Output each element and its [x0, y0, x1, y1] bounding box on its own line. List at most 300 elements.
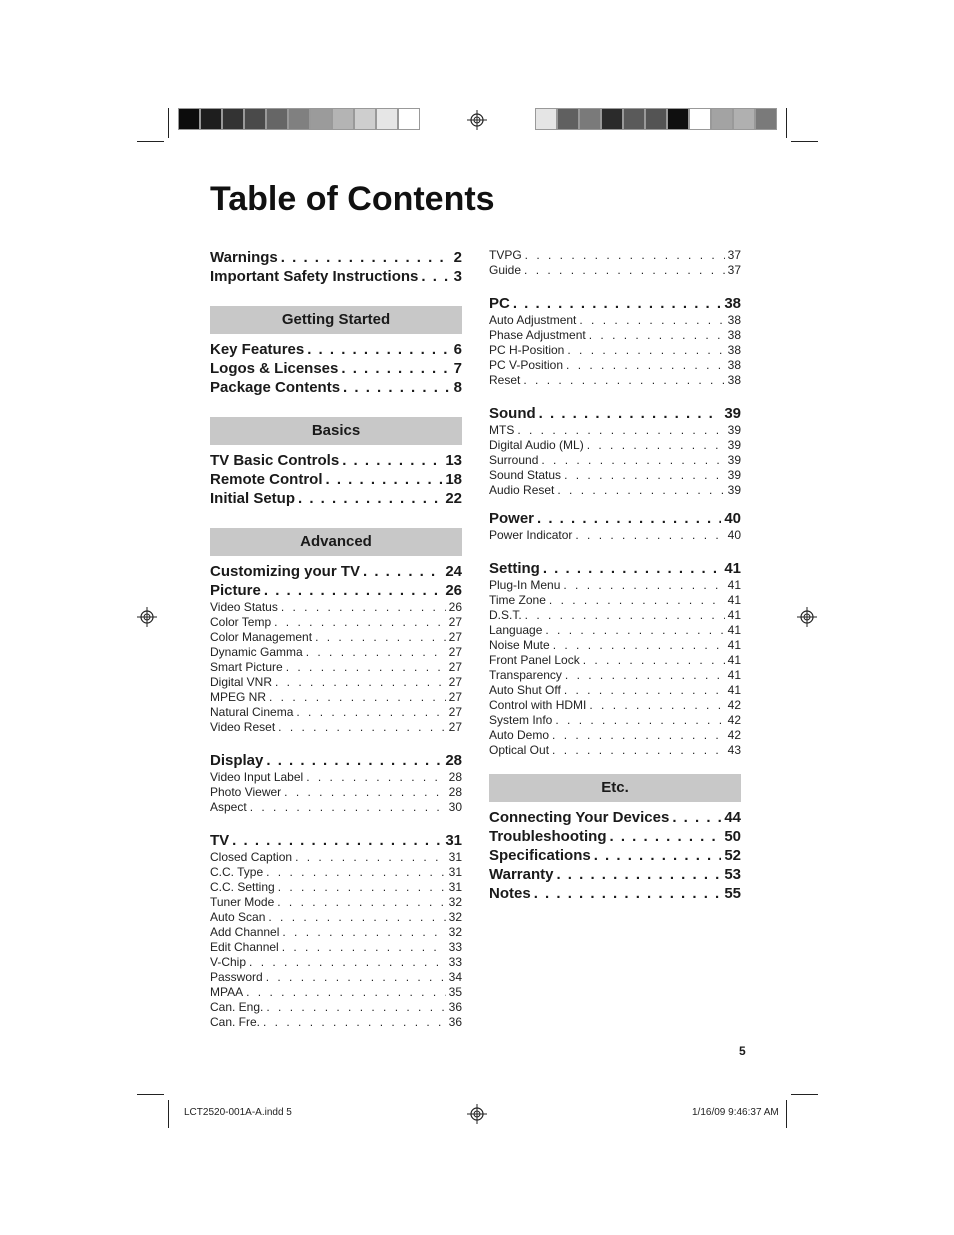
toc-left-column: [210, 248, 462, 1030]
section-heading-etc: Etc.: [489, 774, 741, 802]
color-swatch: [376, 108, 398, 130]
toc-entry-label: Auto Adjustment: [489, 313, 577, 327]
toc-entry-label: Can. Eng.: [210, 1000, 264, 1014]
toc-entry[interactable]: [210, 451, 462, 470]
toc-subentry[interactable]: [489, 423, 741, 438]
dot-leader: [282, 940, 446, 955]
toc-entry-page: 27: [448, 615, 462, 629]
color-swatch: [310, 108, 332, 130]
dot-leader: [564, 468, 725, 483]
toc-subentry[interactable]: [210, 1000, 462, 1015]
dot-leader: [326, 470, 443, 489]
toc-entry-label: Tuner Mode: [210, 895, 275, 909]
toc-subentry[interactable]: [489, 248, 741, 263]
toc-entry-page: 38: [724, 295, 741, 312]
toc-entry-page: 13: [445, 452, 462, 469]
toc-subentry[interactable]: [489, 578, 741, 593]
dot-leader: [537, 509, 721, 528]
dot-leader: [557, 483, 724, 498]
color-swatch: [535, 108, 557, 130]
toc-entry-page: 41: [727, 653, 741, 667]
toc-entry-page: 38: [727, 358, 741, 372]
toc-subentry[interactable]: [210, 675, 462, 690]
dot-leader: [306, 770, 445, 785]
dot-leader: [523, 373, 724, 388]
toc-entry-label: Digital VNR: [210, 675, 273, 689]
toc-subentry[interactable]: [489, 668, 741, 683]
toc-subentry[interactable]: [210, 615, 462, 630]
toc-entry-page: 30: [448, 800, 462, 814]
dot-leader: [549, 593, 725, 608]
toc-entry-page: 37: [727, 263, 741, 277]
toc-entry-label: Edit Channel: [210, 940, 279, 954]
toc-subentry[interactable]: [489, 593, 741, 608]
toc-entry-label: Optical Out: [489, 743, 550, 757]
toc-entry-label: Color Management: [210, 630, 313, 644]
dot-leader: [269, 690, 446, 705]
toc-subentry[interactable]: [489, 713, 741, 728]
toc-entry-label: Smart Picture: [210, 660, 283, 674]
toc-entry-label: Power Indicator: [489, 528, 573, 542]
color-swatch: [623, 108, 645, 130]
toc-entry-label: Aspect: [210, 800, 247, 814]
section-heading-advanced: Advanced: [210, 528, 462, 556]
dot-leader: [525, 248, 725, 263]
color-bar-right: [535, 108, 777, 130]
toc-entry-label: Surround: [489, 453, 539, 467]
toc-entry-label: Display: [210, 752, 264, 769]
toc-entry-label: Guide: [489, 263, 522, 277]
toc-entry[interactable]: [210, 489, 462, 508]
toc-entry-page: 40: [727, 528, 741, 542]
dot-leader: [539, 404, 722, 423]
toc-entry-page: 24: [445, 563, 462, 580]
toc-subentry[interactable]: [210, 800, 462, 815]
toc-subentry[interactable]: [210, 690, 462, 705]
toc-entry-page: 37: [727, 248, 741, 262]
toc-entry-page: 42: [727, 728, 741, 742]
toc-entry-page: 52: [724, 847, 741, 864]
toc-entry-page: 26: [445, 582, 462, 599]
toc-subentry[interactable]: [489, 653, 741, 668]
dot-leader: [564, 683, 725, 698]
toc-entry-label: Video Reset: [210, 720, 276, 734]
dot-leader: [513, 294, 721, 313]
toc-entry-page: 39: [727, 453, 741, 467]
toc-entry-page: 32: [448, 910, 462, 924]
toc-subentry[interactable]: [489, 728, 741, 743]
toc-entry[interactable]: [210, 267, 462, 286]
toc-entry-page: 27: [448, 645, 462, 659]
toc-entry-page: 7: [453, 360, 462, 377]
toc-subentry[interactable]: [489, 743, 741, 758]
toc-entry-page: 31: [445, 832, 462, 849]
dot-leader: [589, 328, 725, 343]
toc-entry-label: Digital Audio (ML): [489, 438, 584, 452]
color-swatch: [288, 108, 310, 130]
toc-entry-label: Photo Viewer: [210, 785, 282, 799]
toc-entry-page: 38: [727, 343, 741, 357]
toc-entry-label: Add Channel: [210, 925, 280, 939]
toc-entry[interactable]: [489, 808, 741, 827]
crop-mark: [786, 1100, 787, 1128]
dot-leader: [610, 827, 722, 846]
crop-mark: [168, 108, 169, 138]
dot-leader: [298, 489, 442, 508]
dot-leader: [579, 313, 724, 328]
dot-leader: [341, 359, 450, 378]
color-swatch: [689, 108, 711, 130]
dot-leader: [563, 578, 724, 593]
dot-leader: [556, 865, 721, 884]
toc-subentry[interactable]: [210, 850, 462, 865]
dot-leader: [363, 562, 442, 581]
toc-subentry[interactable]: [210, 630, 462, 645]
toc-entry-label: Setting: [489, 560, 540, 577]
toc-entry-label: MPEG NR: [210, 690, 267, 704]
toc-entry-label: Key Features: [210, 341, 305, 358]
dot-leader: [517, 423, 724, 438]
crop-mark: [137, 141, 164, 142]
toc-entry-page: 28: [448, 770, 462, 784]
toc-entry-page: 28: [445, 752, 462, 769]
toc-entry-label: TVPG: [489, 248, 522, 262]
toc-entry[interactable]: [489, 559, 741, 578]
color-swatch: [222, 108, 244, 130]
toc-subentry[interactable]: [210, 985, 462, 1000]
toc-entry-label: Picture: [210, 582, 261, 599]
toc-entry-page: 27: [448, 720, 462, 734]
toc-subentry[interactable]: [210, 940, 462, 955]
toc-subentry[interactable]: [210, 880, 462, 895]
toc-entry-label: TV Basic Controls: [210, 452, 340, 469]
toc-entry-page: 41: [727, 608, 741, 622]
toc-subentry[interactable]: [210, 865, 462, 880]
registration-mark-icon: [467, 110, 487, 130]
toc-entry-label: Time Zone: [489, 593, 546, 607]
toc-entry-page: 39: [727, 468, 741, 482]
dot-leader: [541, 453, 724, 468]
color-swatch: [398, 108, 420, 130]
toc-entry[interactable]: [210, 470, 462, 489]
toc-entry-page: 22: [445, 490, 462, 507]
toc-entry-page: 31: [448, 865, 462, 879]
toc-subentry[interactable]: [489, 438, 741, 453]
toc-subentry[interactable]: [489, 343, 741, 358]
toc-entry[interactable]: [489, 884, 741, 903]
toc-entry-page: 32: [448, 895, 462, 909]
toc-entry-label: Initial Setup: [210, 490, 296, 507]
toc-entry-page: 41: [727, 623, 741, 637]
toc-entry[interactable]: [210, 378, 462, 397]
dot-leader: [266, 751, 442, 770]
crop-mark: [791, 1094, 818, 1095]
dot-leader: [534, 884, 722, 903]
color-swatch: [645, 108, 667, 130]
toc-entry-label: Front Panel Lock: [489, 653, 580, 667]
toc-entry-page: 28: [448, 785, 462, 799]
dot-leader: [587, 438, 725, 453]
dot-leader: [525, 608, 725, 623]
toc-entry-page: 41: [727, 668, 741, 682]
toc-entry-label: Remote Control: [210, 471, 323, 488]
toc-entry-page: 39: [724, 405, 741, 422]
toc-entry-label: Warranty: [489, 866, 554, 883]
color-swatch: [733, 108, 755, 130]
toc-entry-page: 31: [448, 880, 462, 894]
toc-entry-label: Audio Reset: [489, 483, 555, 497]
dot-leader: [284, 785, 445, 800]
toc-subentry[interactable]: [489, 453, 741, 468]
toc-entry-page: 27: [448, 660, 462, 674]
toc-entry-page: 53: [724, 866, 741, 883]
registration-mark-icon: [467, 1104, 487, 1124]
dot-leader: [343, 378, 451, 397]
dot-leader: [281, 248, 451, 267]
toc-entry-page: 43: [727, 743, 741, 757]
toc-entry-page: 39: [727, 483, 741, 497]
toc-entry[interactable]: [210, 359, 462, 378]
toc-subentry[interactable]: [489, 683, 741, 698]
toc-entry-page: 31: [448, 850, 462, 864]
page-title: Table of Contents: [210, 180, 495, 218]
toc-subentry[interactable]: [489, 328, 741, 343]
toc-entry-label: Color Temp: [210, 615, 272, 629]
toc-entry-label: Password: [210, 970, 263, 984]
crop-mark: [137, 1094, 164, 1095]
toc-entry-label: System Info: [489, 713, 553, 727]
dot-leader: [278, 880, 446, 895]
crop-mark: [168, 1100, 169, 1128]
toc-entry-label: Reset: [489, 373, 521, 387]
crop-mark: [791, 141, 818, 142]
toc-right-column: [489, 248, 741, 903]
dot-leader: [275, 675, 446, 690]
toc-subentry[interactable]: [210, 645, 462, 660]
toc-subentry[interactable]: [210, 970, 462, 985]
toc-subentry[interactable]: [489, 608, 741, 623]
toc-subentry[interactable]: [489, 373, 741, 388]
toc-entry-page: 34: [448, 970, 462, 984]
toc-entry-label: Power: [489, 510, 535, 527]
dot-leader: [672, 808, 721, 827]
toc-subentry[interactable]: [489, 638, 741, 653]
dot-leader: [342, 451, 442, 470]
toc-entry-label: Transparency: [489, 668, 562, 682]
dot-leader: [274, 615, 446, 630]
toc-entry-label: Plug-In Menu: [489, 578, 561, 592]
toc-entry-label: D.S.T.: [489, 608, 522, 622]
toc-subentry[interactable]: [489, 623, 741, 638]
dot-leader: [524, 263, 725, 278]
toc-entry-page: 36: [448, 1000, 462, 1014]
dot-leader: [567, 343, 724, 358]
toc-entry[interactable]: [210, 831, 462, 850]
dot-leader: [306, 645, 446, 660]
toc-subentry[interactable]: [210, 770, 462, 785]
toc-entry[interactable]: [210, 751, 462, 770]
toc-entry-label: Connecting Your Devices: [489, 809, 670, 826]
toc-subentry[interactable]: [210, 925, 462, 940]
toc-entry[interactable]: [489, 404, 741, 423]
toc-entry-label: PC: [489, 295, 510, 312]
toc-subentry[interactable]: [489, 468, 741, 483]
toc-entry-page: 42: [727, 713, 741, 727]
toc-entry-label: Noise Mute: [489, 638, 550, 652]
toc-entry-label: Sound Status: [489, 468, 562, 482]
color-bar-left: [178, 108, 420, 130]
toc-entry-label: Control with HDMI: [489, 698, 587, 712]
dot-leader: [566, 358, 725, 373]
toc-entry-page: 41: [727, 638, 741, 652]
toc-entry-label: Troubleshooting: [489, 828, 607, 845]
dot-leader: [278, 720, 445, 735]
toc-entry-label: Video Input Label: [210, 770, 304, 784]
toc-entry-label: Auto Demo: [489, 728, 550, 742]
page-number: 5: [739, 1044, 746, 1058]
toc-entry[interactable]: [210, 340, 462, 359]
dot-leader: [421, 267, 450, 286]
toc-subentry[interactable]: [210, 955, 462, 970]
registration-mark-icon: [137, 607, 157, 627]
dot-leader: [266, 865, 446, 880]
dot-leader: [296, 705, 445, 720]
toc-entry-page: 27: [448, 675, 462, 689]
toc-entry-page: 55: [724, 885, 741, 902]
dot-leader: [281, 600, 446, 615]
toc-entry-page: 38: [727, 313, 741, 327]
toc-entry-page: 39: [727, 423, 741, 437]
toc-entry-page: 2: [453, 249, 462, 266]
color-swatch: [711, 108, 733, 130]
dot-leader: [249, 955, 446, 970]
toc-entry[interactable]: [489, 846, 741, 865]
color-swatch: [579, 108, 601, 130]
toc-entry-page: 40: [724, 510, 741, 527]
dot-leader: [575, 528, 724, 543]
dot-leader: [266, 970, 446, 985]
color-swatch: [266, 108, 288, 130]
toc-entry-label: MTS: [489, 423, 515, 437]
toc-subentry[interactable]: [489, 528, 741, 543]
toc-entry-page: 26: [448, 600, 462, 614]
dot-leader: [282, 925, 445, 940]
dot-leader: [589, 698, 724, 713]
registration-mark-icon: [797, 607, 817, 627]
dot-leader: [232, 831, 442, 850]
color-swatch: [601, 108, 623, 130]
toc-entry-page: 27: [448, 690, 462, 704]
toc-subentry[interactable]: [210, 705, 462, 720]
toc-entry-page: 27: [448, 630, 462, 644]
toc-entry-label: C.C. Setting: [210, 880, 275, 894]
dot-leader: [277, 895, 445, 910]
toc-subentry[interactable]: [489, 263, 741, 278]
toc-entry-label: Sound: [489, 405, 536, 422]
toc-entry-page: 36: [448, 1015, 462, 1029]
section-heading-getting-started: Getting Started: [210, 306, 462, 334]
toc-entry[interactable]: [210, 248, 462, 267]
toc-entry-label: Notes: [489, 885, 531, 902]
color-swatch: [667, 108, 689, 130]
toc-entry-page: 41: [724, 560, 741, 577]
toc-entry-label: Important Safety Instructions: [210, 268, 419, 285]
dot-leader: [565, 668, 725, 683]
toc-subentry[interactable]: [489, 358, 741, 373]
toc-entry-label: V-Chip: [210, 955, 247, 969]
toc-entry-label: Dynamic Gamma: [210, 645, 303, 659]
toc-entry-page: 39: [727, 438, 741, 452]
toc-entry-label: Package Contents: [210, 379, 341, 396]
toc-subentry[interactable]: [210, 895, 462, 910]
toc-entry-label: Logos & Licenses: [210, 360, 339, 377]
dot-leader: [263, 1015, 446, 1030]
toc-entry-label: TV: [210, 832, 230, 849]
toc-entry-label: PC H-Position: [489, 343, 565, 357]
toc-subentry[interactable]: [210, 600, 462, 615]
toc-subentry[interactable]: [489, 483, 741, 498]
dot-leader: [543, 559, 721, 578]
dot-leader: [264, 581, 442, 600]
dot-leader: [555, 713, 724, 728]
toc-entry-label: Auto Scan: [210, 910, 266, 924]
toc-entry-page: 35: [448, 985, 462, 999]
toc-entry-page: 41: [727, 593, 741, 607]
toc-entry-page: 18: [445, 471, 462, 488]
toc-entry[interactable]: [210, 562, 462, 581]
dot-leader: [545, 623, 724, 638]
toc-entry-page: 38: [727, 373, 741, 387]
toc-entry[interactable]: [489, 294, 741, 313]
toc-entry[interactable]: [489, 827, 741, 846]
toc-subentry[interactable]: [210, 660, 462, 675]
toc-entry-label: Closed Caption: [210, 850, 293, 864]
toc-entry-page: 42: [727, 698, 741, 712]
dot-leader: [268, 910, 445, 925]
color-swatch: [332, 108, 354, 130]
toc-entry-page: 3: [453, 268, 462, 285]
toc-entry-label: PC V-Position: [489, 358, 564, 372]
toc-subentry[interactable]: [210, 785, 462, 800]
toc-entry-page: 44: [724, 809, 741, 826]
toc-entry-label: C.C. Type: [210, 865, 264, 879]
color-swatch: [200, 108, 222, 130]
toc-subentry[interactable]: [489, 698, 741, 713]
toc-entry-label: Video Status: [210, 600, 278, 614]
toc-subentry[interactable]: [489, 313, 741, 328]
toc-entry-page: 33: [448, 940, 462, 954]
dot-leader: [315, 630, 446, 645]
color-swatch: [354, 108, 376, 130]
toc-entry-label: MPAA: [210, 985, 244, 999]
dot-leader: [553, 638, 725, 653]
color-swatch: [755, 108, 777, 130]
toc-subentry[interactable]: [210, 720, 462, 735]
toc-entry-page: 27: [448, 705, 462, 719]
toc-subentry[interactable]: [210, 1015, 462, 1030]
toc-entry[interactable]: [489, 509, 741, 528]
toc-entry-label: Warnings: [210, 249, 278, 266]
toc-subentry[interactable]: [210, 910, 462, 925]
toc-entry[interactable]: [489, 865, 741, 884]
toc-entry[interactable]: [210, 581, 462, 600]
toc-entry-label: Language: [489, 623, 543, 637]
dot-leader: [552, 743, 725, 758]
toc-entry-page: 50: [724, 828, 741, 845]
toc-entry-page: 33: [448, 955, 462, 969]
toc-entry-label: Can. Fre.: [210, 1015, 261, 1029]
dot-leader: [250, 800, 446, 815]
